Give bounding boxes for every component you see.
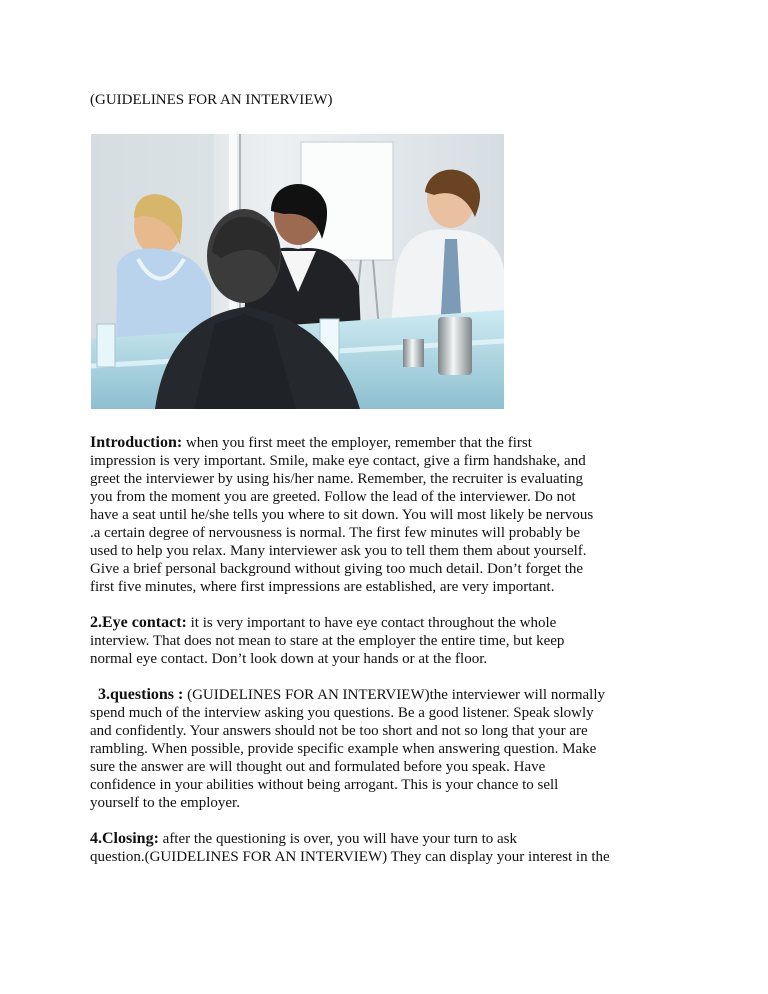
closing-section — [90, 830, 692, 866]
introduction-line-5: have a seat until he/she tells you where to sit down. You will most likely be nervous — [90, 507, 594, 523]
eye-contact-text: it is very important to have eye contact throughout the whole — [186, 615, 557, 631]
introduction-heading: Introduction: — [90, 434, 183, 451]
questions-section — [90, 686, 692, 812]
introduction-line-8: Give a brief personal background without giving too much detail. Don’t forget the — [90, 561, 584, 577]
eye-contact-heading: 2.Eye contact: — [90, 614, 187, 631]
questions-line-3: and confidently. Your answers should not be too short and not so long that your are — [90, 723, 588, 739]
questions-line-5: sure the answer are will thought out and formulated before you speak. Have — [90, 759, 546, 775]
eye-contact-line-2: interview. That does not mean to stare at the employer the entire time, but keep — [90, 633, 565, 649]
closing-text: after the questioning is over, you will have your turn to ask — [158, 831, 517, 847]
questions-text: (GUIDELINES FOR AN INTERVIEW)the interviewer will normally — [183, 687, 605, 703]
closing-heading: 4.Closing: — [90, 830, 159, 847]
introduction-line-4: you from the moment you are greeted. Follow the lead of the interviewer. Do not — [90, 489, 576, 505]
introduction-text: when you first meet the employer, remember that the first — [182, 435, 532, 451]
interview-photo — [91, 134, 504, 409]
eye-contact-section — [90, 614, 692, 668]
introduction-line-1 — [90, 434, 692, 452]
questions-line-1 — [90, 686, 692, 704]
questions-line-2: spend much of the interview asking you questions. Be a good listener. Speak slowly — [90, 705, 594, 721]
eye-contact-line-1 — [90, 614, 692, 632]
interview-photo-illustration — [91, 134, 504, 409]
page-title: (GUIDELINES FOR AN INTERVIEW) — [90, 92, 333, 108]
closing-line-2: question.(GUIDELINES FOR AN INTERVIEW) They can display your interest in the — [90, 849, 610, 865]
article-content — [90, 434, 692, 866]
introduction-line-6: .a certain degree of nervousness is normal. The first few minutes will probably be — [90, 525, 580, 541]
introduction-line-2: impression is very important. Smile, make eye contact, give a firm handshake, and — [90, 453, 586, 469]
introduction-line-3: greet the interviewer by using his/her name. Remember, the recruiter is evaluating — [90, 471, 583, 487]
questions-heading: 3.questions : — [98, 686, 184, 703]
eye-contact-line-3: normal eye contact. Don’t look down at your hands or at the floor. — [90, 651, 488, 667]
introduction-line-7: used to help you relax. Many interviewer ask you to tell them them about yourself. — [90, 543, 587, 559]
introduction-section — [90, 434, 692, 596]
questions-line-4: rambling. When possible, provide specific example when answering question. Make — [90, 741, 597, 757]
introduction-line-9: first five minutes, where first impressions are established, are very important. — [90, 579, 555, 595]
questions-line-6: confidence in your abilities without being arrogant. This is your chance to sell — [90, 777, 559, 793]
questions-line-7: yourself to the employer. — [90, 795, 240, 811]
closing-line-1 — [90, 830, 692, 848]
